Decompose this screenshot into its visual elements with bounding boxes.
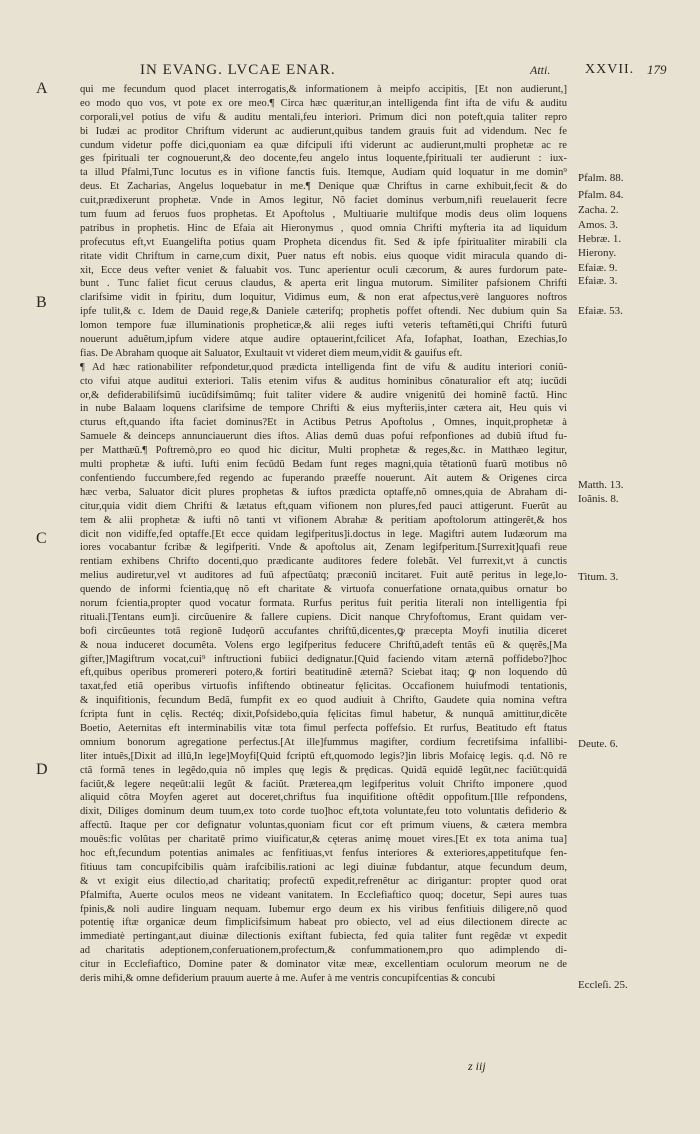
section-mark-a: A: [36, 80, 48, 97]
text-line: fpinis,& noli audire linguam nequam. Iubemur ergo deum ex his viribus fenfitiuis diligere,nõ quod: [80, 903, 567, 915]
text-line: Samuele & deinceps annunciauerunt dies iftos. Alias demũ duas pofui refponfiones ad dubiũ iftud fu-: [80, 431, 567, 443]
text-line: ritate vidit Chriftum in carne,cum dixit, Puer natus eft nobis. eius quoque vidit miracula quando di-: [80, 250, 567, 262]
text-line: rentiam exhibens Chrifto docenti,quo prædicante auditores federe folebãt. Vel furrexit,vt à cunctis: [80, 556, 567, 568]
text-line: deus. Et Zacharias, Angelus loquebatur in me.¶ Denique quæ Chriftus in carne exhibuit,fecit & do: [80, 181, 567, 193]
text-line: & inquifitionis, fecundum Bedã, fumpfit ex eo quod audiuit à Chrifto, Gaudete quia nomina veftra: [80, 695, 567, 707]
text-line: lomon tempore fuæ illuminationis propheticæ,& alii reges iufti veteris teftamẽti,qui Chrifti futurũ: [80, 320, 567, 332]
text-line: cto vifui atque auditui exteriori. Talis etenim vifus & auditus hominibus cõnaturalior eft atq; iucũdi: [80, 375, 567, 387]
text-line: per Matthæũ.¶ Poftremò,pro eo quod hic dicitur, Multi prophetæ & reges,&c. in Matthæo legitur,: [80, 445, 567, 457]
text-line: rituali.[Tentans eum]i. circũuenire & fallere cupiens. Dicit nanque Chryfoftomus, Erant quidam ver-: [80, 611, 567, 623]
text-line: immediatè pertingant,aut diuinæ dilectionis exiftant fubiecta, fed quia taliter funt regẽdæ vt expedit: [80, 931, 567, 943]
text-line: in nube Balaam loquens clarifsime de tempore Chrifti & eius myfteriis,inter cætera ait, Heu quis vi: [80, 403, 567, 415]
text-line: hæc verba, Saluator dicit plures prophetas & iuftos prædicta optaffe,nõ omnes,quia de Abraham di-: [80, 486, 567, 498]
text-line: multi prophetæ & iufti. Iufti enim fecũdũ Bedam funt reges magni,quia tẽtationũ fuarũ motibus nõ: [80, 459, 567, 471]
margin-note: Efaiæ. 3.: [578, 275, 618, 287]
text-line: nouerunt aduẽtum,ipfum videre atque audire optauerint,fcilicet Afa, Iofaphat, Ioathan, Ezechias,Io: [80, 334, 567, 346]
margin-note: Deute. 6.: [578, 738, 619, 750]
text-line: ipfe tulit,& c. Idem de Dauid rege,& Daniele cæterifq; prophetis poffet oftendi. Nec dubium quin Sa: [80, 306, 567, 318]
text-line: & vt exigit eius dilectio,ad charitatiq; profectũ expedit,refrenẽtur ac dirigantur: propter quod orat: [80, 875, 567, 887]
text-line: aliquid cõtra Moyfen ageret aut doceret,chriftus fua inquifitione oftẽdit oppofitum.[Ille refpondens,: [80, 792, 567, 804]
text-line: ctã formã tenes in legẽdo,quia nõ imples quę legis & prędicas. Quidã equidẽ legũt,nec faciũt:quidã: [80, 764, 567, 776]
body-text: [80, 83, 567, 986]
folio-number: 179: [647, 62, 667, 77]
text-line: omnium bonorum agregatione perfectus.[At ille]fummus magifter, cordium fecretifsima infallibi-: [80, 736, 567, 748]
margin-note: Eccleſi. 25.: [578, 979, 628, 991]
text-line: citur in Ecclefiaftico, Domine pater & dominator vitæ meæ, excellentiam oculorum meorum ne de: [80, 959, 567, 971]
margin-note: Efaiæ. 9.: [578, 262, 618, 274]
text-line: bofi circũeuntes totã regionẽ Iudęorũ accufantes chriftũ,dicentes,ꝙ præcepta Moyfi inutilia diceret: [80, 625, 567, 637]
margin-note: Zacha. 2.: [578, 204, 619, 216]
text-line: dixit, Diliges dominum deum tuum,ex toto corde tuo]hoc eft,tota voluntate,feu toto voluntatis defiderio &: [80, 806, 567, 818]
section-mark-b: B: [36, 294, 47, 311]
text-line: eft,quibus operibus promereri potero,& fortiri beatitudinẽ æternã? Sciebat itaq; ꝙ non loquendo dũ: [80, 667, 567, 679]
text-line: fias. De Abraham quoque ait Saluator, Exultauit vt videret diem meum,vidit & gauifus eft.: [80, 347, 463, 359]
text-line: citur,quia vidit diem Chrifti & lætatus eft,quam vifionem non plures,fed pauci attigerunt. Fuerũt au: [80, 500, 567, 512]
text-line: fitiuus tam concupifcibilis quàm irafcibilis.rationi ac legi diuinæ fubdantur, atque fecundum deum,: [80, 861, 567, 873]
text-line: cundum videtur poffe dici,quoniam ea quæ difcipuli ifti viderunt ac audierunt,multi prophetæ ac re: [80, 139, 567, 151]
text-line: tem & alii prophetæ & iufti nõ tanti vt vifionem Abrahæ & peritiam apoftolorum attingerẽt,& hos: [80, 514, 567, 526]
text-line: melius audiretur,vel vt auditores ad fuũ afpectũatq; præconiũ incitaret. Fuit autẽ peritus in lege,lo-: [80, 570, 567, 582]
text-line: mouẽs:fic volũtas per charitatẽ primo viuificatur,& cęteras animę mouet vires.[Et ex tota anima tua]: [80, 834, 567, 846]
signature-mark: z iij: [468, 1059, 486, 1073]
text-line: Pfalmifta, Auerte oculos meos ne videant vanitatem. In Ecclefiaftico quoq; docetur, Sepi aures tuas: [80, 889, 567, 901]
section-mark-c: C: [36, 530, 47, 547]
margin-note: Pfalm. 84.: [578, 189, 624, 201]
text-line: Boetio, Aeternitas eft interminabilis vitæ tota fimul perfecta poffefsio. Et rurfus, Beatitudo eft ftatus: [80, 722, 567, 734]
text-line: ¶ Ad hæc rationabiliter refpondetur,quod prædicta intelligenda fint de vifu & auditu interiori coniũ-: [80, 361, 567, 373]
text-line: liter intuẽs,[Dixit ad illũ,In lege]Moyfi[Quid fcriptũ eft,quomodo legis?]in libris Mofaicę legis. q.d. Nõ re: [80, 750, 567, 762]
margin-note: Hierony.: [578, 247, 617, 259]
text-line: hoc eft,fecundum potentias animales ac fenfitiuas,vt fenfus interiores & exteriores,appetitufque fen-: [80, 847, 567, 859]
text-line: ges fpirituali ter cognouerunt,& deo docente,feu angelo intus loquente,fpirituali ter audierunt : iux-: [80, 153, 567, 165]
text-line: confentiendo fuccumbere,fed regendo ac fuperando præeffe nouerunt. Ait autem & Origenes circa: [80, 472, 567, 484]
text-line: & noua induceret documẽta. Volens ergo legifperitus feducere Chriftũ,adeft tentãs eũ & quęrẽs,[Ma: [80, 639, 567, 651]
text-line: patribus in prophetis. Hinc de Efaia ait Hieronymus , quod omnia Chrifti myfteria ita ad liquidum: [80, 222, 567, 234]
text-line: quendo de informi fcientia,quę nõ eft charitate & virtuofa conuerfatione ornata,quibus ornatur bo: [80, 584, 567, 596]
text-line: norum fcientia,propter quod vocatur formata. Rurfus peritus fuit peritia literali non intelligentia fpi: [80, 597, 567, 609]
text-line: cuit,prædixerunt prophetæ. Vnde in Amos legitur, Nõ faciet dominus verbum,nifi reuelauerit fecre: [80, 195, 567, 207]
text-line: iores vocabantur fcribæ & legifperiti. Vnde & apoftolus ait, Zenam legifperitum.[Surrexit]quafi reue: [80, 542, 567, 554]
text-line: affectũ. Itaque per cor defignatur voluntas,quoniam ficut cor eft primum viuens, & cætera membra: [80, 820, 567, 832]
text-line: bi Iudæi ac proditor Chriftum viderunt ac audierunt,quibus tandem grauis fuit ad videndum. Nec fe: [80, 125, 567, 137]
margin-note: Efaiæ. 53.: [578, 305, 623, 317]
text-line: cturus eft,quando ifta faciet dominus?Et in Actibus Petrus Apoftolus , Omnes, inquit,prophetæ à: [80, 417, 567, 429]
margin-note: Matth. 13.: [578, 479, 624, 491]
text-line: bunt . Tunc faliet ficut ceruus claudus, & aperta erit lingua mutorum. Similiter pafsionem Chrifti: [80, 278, 567, 290]
text-line: dicit non vidiffe,fed optaffe.[Et ecce quidam legifperitus]i.doctus in lege. Magiftri autem Iudæorum ma: [80, 528, 567, 540]
text-line: eo modo quo vos, vt pote ex ore meo.¶ Circa hæc quæritur,an intelligenda fint ifta de vifu & auditu: [80, 97, 567, 109]
text-line: or,& defiderabilifsimũ iucũdifsimũmq; fuit taliter videre & audire vnigenitũ dei hominẽ factũ. Hinc: [80, 389, 567, 401]
text-line: ad charitatis adeptionem,conferuationem,profectum,& confummationem,pro quo adimplendo di-: [80, 945, 567, 957]
section-mark-d: D: [36, 761, 48, 778]
margin-note: Pfalm. 88.: [578, 172, 624, 184]
running-header: [0, 62, 700, 84]
text-line: clarifsime vidit in fpiritu, dum loquitur, Vidimus eum, & non erat afpectus,verè languores noftros: [80, 292, 567, 304]
text-line: taxat,fed etiã operibus virtuofis infiftendo obtineatur fęlicitas. Occafionem huiufmodi tentationis,: [80, 681, 567, 693]
text-line: profecutus eft,vt Euangelifta potius quam Propheta dicendus fit. Sed & ipfe fpiritualiter mirabili cla: [80, 236, 567, 248]
text-line: fcripta funt in cęlis. Rectéq; dixit,Pofsidebo,quia fęlicitas fimul habetur, & nunquã amittitur,dicẽte: [80, 709, 567, 721]
text-line: faciũt,& legere neqeũt:alii legũt & faciũt. Præterea,qm legifperitus voluit Chrifto imponere ,quod: [80, 778, 567, 790]
text-line: deris mihi,& omne defiderium prauum auerte à me. Aufer à me ventris concupifcentias & concubi: [80, 973, 496, 984]
text-line: xit, Ecce deus vefter veniet & faluabit vos. Tunc aperientur oculi cæcorum, & aures furdorum pate-: [80, 264, 567, 276]
margin-note: Ioãnis. 8.: [578, 493, 619, 505]
text-line: gifter,]Magiftrum vocat,cui⁹ inftructioni fubiici dedignatur.[Quid faciendo vitam æternã poffidebo?]hoc: [80, 653, 567, 665]
margin-note: Amos. 3.: [578, 219, 619, 231]
margin-note: Hebræ. 1.: [578, 233, 622, 245]
header-subtitle: Atti.: [530, 63, 551, 77]
text-line: qui me fecundum quod placet interrogatis,& informationem à meipfo accipitis, [Et non audierunt,]: [80, 84, 567, 95]
text-line: tum fuum ad feruos fuos prophetas. Et Apoftolus , Multiuarie multifque modis deus olim loquens: [80, 209, 567, 221]
header-title: IN EVANG. LVCAE ENAR.: [140, 62, 336, 78]
margin-note: Titum. 3.: [578, 571, 619, 583]
header-chapter: XXVII.: [585, 62, 635, 77]
text-line: corporali,vel potius de vifu & auditu mentali,feu interiori. Primum dici non poteft,quia taliter repro: [80, 111, 567, 123]
text-line: potentię iftæ organicæ deum fimplicifsimum habeat pro obiecto, vel ad eius dilectionem directe ac: [80, 917, 567, 929]
text-line: ta illud Pfalmi,Tunc locutus es in vifione fanctis fuis. Itemque, Audiam quid loquatur in me domin⁹: [80, 167, 567, 179]
